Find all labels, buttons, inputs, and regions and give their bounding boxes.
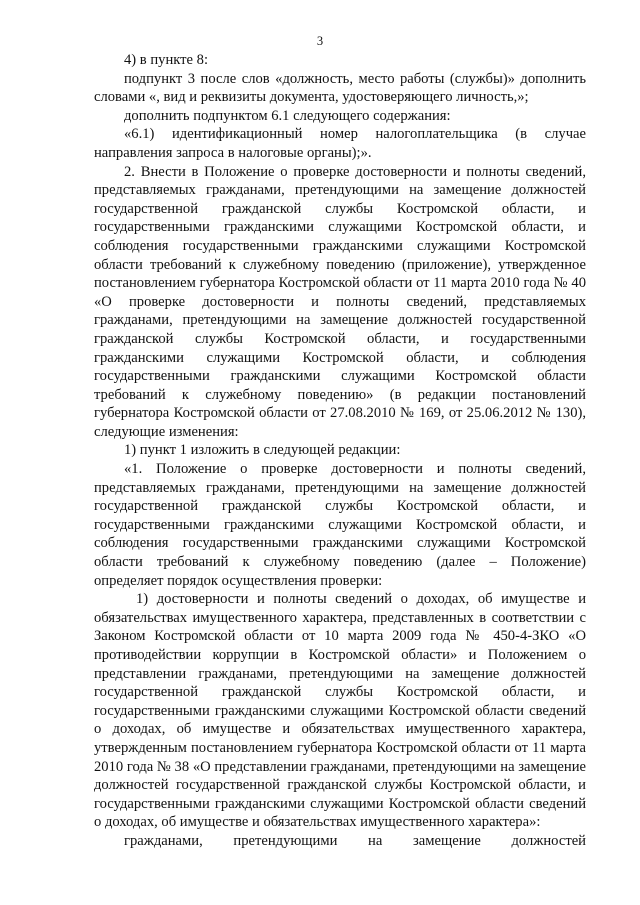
page-number: 3 (316, 34, 324, 48)
document-body (94, 51, 586, 851)
paragraph-section-2: 2. Внести в Положение о проверке достоверности и полноты сведений, представляемых гражданами, претендующими на замещение должностей государственной гражданской службы Костромской области, и государственными гражданскими служащими Костромской области, и соблюдения государственными гражданскими служащими Костромской области требований к служебному поведению (приложение), утвержденное постановлением губернатора Костромской области от 11 марта 2010 года № 40 «О проверке достоверности и полноты сведений, представляемых гражданами, претендующими на замещение должностей государственной гражданской службы Костромской области, и государственными гражданскими служащими Костромской области, и соблюдения государственными гражданскими служащими Костромской области требований к служебному поведению» (в редакции постановлений губернатора Костромской области от 27.08.2010 № 169, от 25.06.2012 № 130), следующие изменения: (94, 163, 586, 440)
paragraph-item-4: 4) в пункте 8: (124, 52, 209, 68)
paragraph-check-1: 1) достоверности и полноты сведений о доходах, об имуществе и обязательствах имущественного характера, представленных в соответствии с Законом Костромской области от 10 марта 2009 года № 450-4-ЗКО «О противодействии коррупции в Костромской области» и Положением о представлении гражданами, претендующими на замещение должностей государственной гражданской службы Костромской области, и государственными гражданскими служащими Костромской области сведений о доходах, об имуществе и обязательствах имущественного характера, утвержденным постановлением губернатора Костромской области от 11 марта 2010 года № 38 «О представлении гражданами, претендующими на замещение должностей государственной гражданской службы Костромской области, и государственными гражданскими служащими Костромской области сведений о доходах, об имуществе и обязательствах имущественного характера»: (94, 591, 586, 831)
paragraph-regulation-1: «1. Положение о проверке достоверности и полноты сведений, представляемых гражданами, претендующими на замещение должностей государственной гражданской службы Костромской области, и государственными гражданскими служащими Костромской области, и соблюдения государственными гражданскими служащими Костромской области требований к служебному поведению (далее – Положение) определяет порядок осуществления проверки: (94, 461, 586, 589)
paragraph-add-subpoint: дополнить подпунктом 6.1 следующего содержания: (124, 107, 451, 124)
paragraph-inn: «6.1) идентификационный номер налогоплательщика (в случае направления запроса в налоговые органы);». (94, 126, 586, 161)
paragraph-point-1: 1) пункт 1 изложить в следующей редакции: (124, 442, 401, 459)
paragraph-citizens: гражданами, претендующими на замещение должностей (124, 832, 586, 849)
paragraph-subpoint-3: подпункт 3 после слов «должность, место работы (службы)» дополнить словами «, вид и реквизиты документа, удостоверяющего личность,»; (94, 70, 586, 106)
